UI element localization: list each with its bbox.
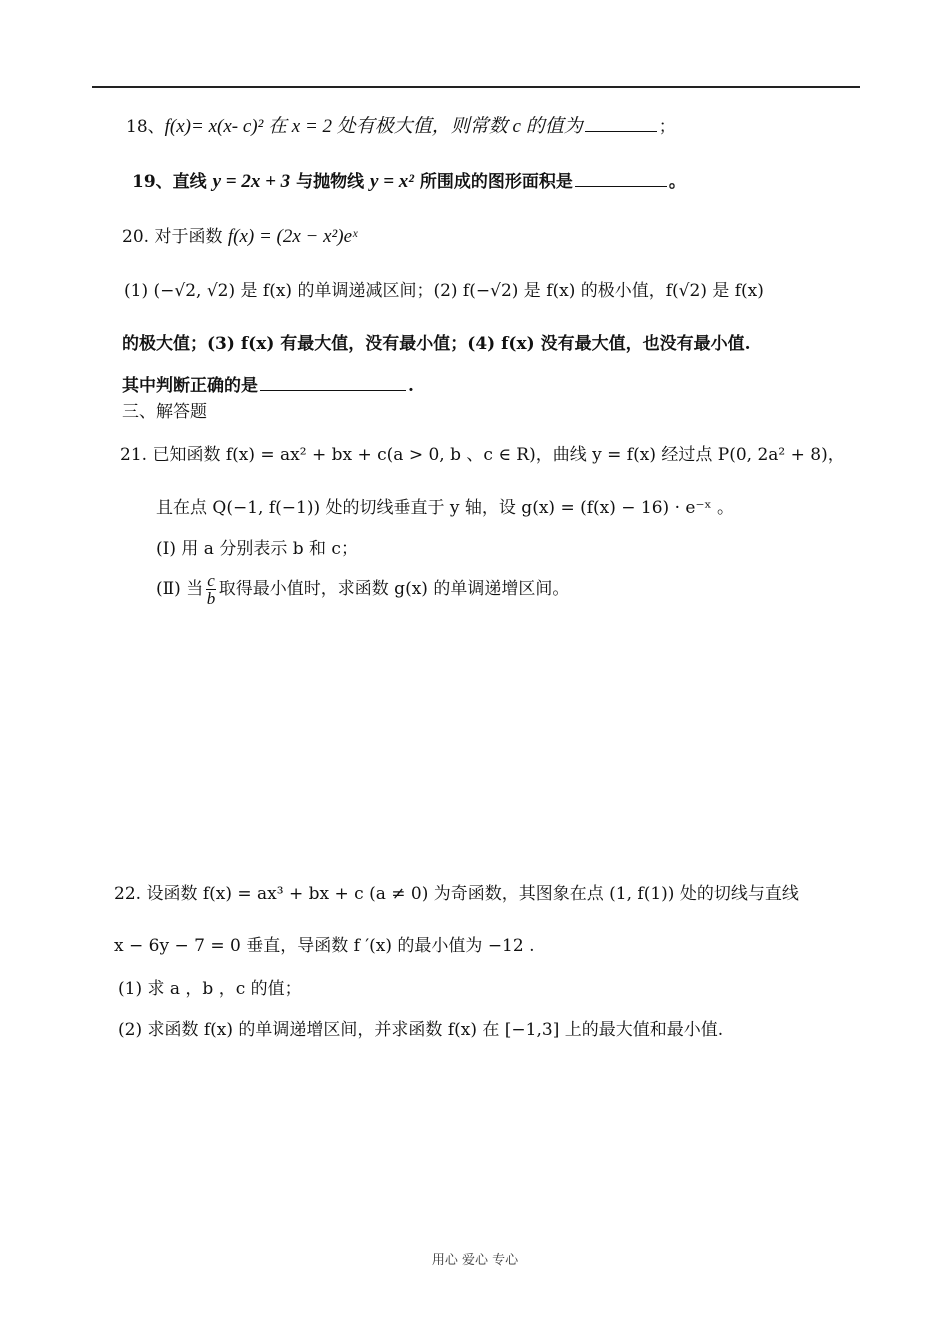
q21-part1: (Ⅰ) 用 a 分别表示 b 和 c； <box>156 539 358 559</box>
q18-number: 18、 <box>126 117 165 137</box>
c-over-b-fraction <box>206 572 216 607</box>
q21-part2 <box>156 572 569 607</box>
q20-number: 20. <box>122 227 150 247</box>
q22-part2: (2) 求函数 f(x) 的单调递增区间，并求函数 f(x) 在 [−1,3] 上的最大值和最小值. <box>118 1020 724 1040</box>
q22-line2: x − 6y − 7 = 0 垂直，导函数 f ′(x) 的最小值为 −12 . <box>114 936 535 956</box>
q20-prompt-text: 其中判断正确的是 <box>122 376 258 396</box>
q19-text-c: 所围成的图形面积是 <box>419 172 573 192</box>
q20-text: 对于函数 <box>154 227 223 247</box>
q18-answer-blank[interactable] <box>585 129 657 132</box>
q18-expression: f(x)= x(x- c)² 在 x = 2 处有极大值，则常数 c 的值为 <box>164 116 583 137</box>
fraction-numerator: c <box>207 571 215 590</box>
q22-line1: 22. 设函数 f(x) = ax³ + bx + c (a ≠ 0) 为奇函数，其图象在点 (1, f(1)) 处的切线与直线 <box>114 884 799 904</box>
q21-line1: 21. 已知函数 f(x) = ax² + bx + c(a > 0, b 、c ∈ R)，曲线 y = f(x) 经过点 P(0, 2a² + 8)， <box>120 445 845 465</box>
q21-part2-b: 取得最小值时，求函数 g(x) 的单调递增区间。 <box>218 579 570 599</box>
q20-options-line1: (1) (−√2, √2) 是 f(x) 的单调递减区间；(2) f(−√2) 是 f(x) 的极小值，f(√2) 是 f(x) <box>124 281 764 301</box>
q20-answer-blank[interactable] <box>260 388 406 391</box>
q21-part2-a: (Ⅱ) 当 <box>156 579 204 599</box>
header-rule <box>92 86 860 88</box>
q19-text-b: 与抛物线 <box>296 172 365 192</box>
q20-prompt-end: . <box>408 376 414 396</box>
q21-line2: 且在点 Q(−1, f(−1)) 处的切线垂直于 y 轴，设 g(x) = (f(x) − 16) · e⁻ˣ 。 <box>156 498 735 518</box>
q20-options-line2: 的极大值；(3) f(x) 有最大值，没有最小值；(4) f(x) 没有最大值，也没有最小值. <box>122 334 751 354</box>
page-footer: 用心 爱心 专心 <box>431 1253 519 1268</box>
section-3-title: 三、解答题 <box>122 402 207 422</box>
q19-answer-blank[interactable] <box>575 184 667 187</box>
q19-text-a: 直线 <box>172 172 207 192</box>
q19-end: 。 <box>668 172 686 192</box>
q19-number: 19、 <box>132 172 173 192</box>
question-19 <box>132 172 686 191</box>
fraction-denominator: b <box>206 589 216 608</box>
question-20 <box>122 227 357 246</box>
q18-end: ； <box>658 117 676 137</box>
q20-prompt <box>122 378 414 395</box>
q19-line-expression: y = 2x + 3 <box>212 171 291 192</box>
q22-part1: (1) 求 a ，b ，c 的值； <box>118 979 302 999</box>
q19-parabola-expression: y = x² <box>370 171 414 192</box>
question-18 <box>126 117 676 136</box>
q20-expression: f(x) = (2x − x²)eˣ <box>227 226 358 247</box>
